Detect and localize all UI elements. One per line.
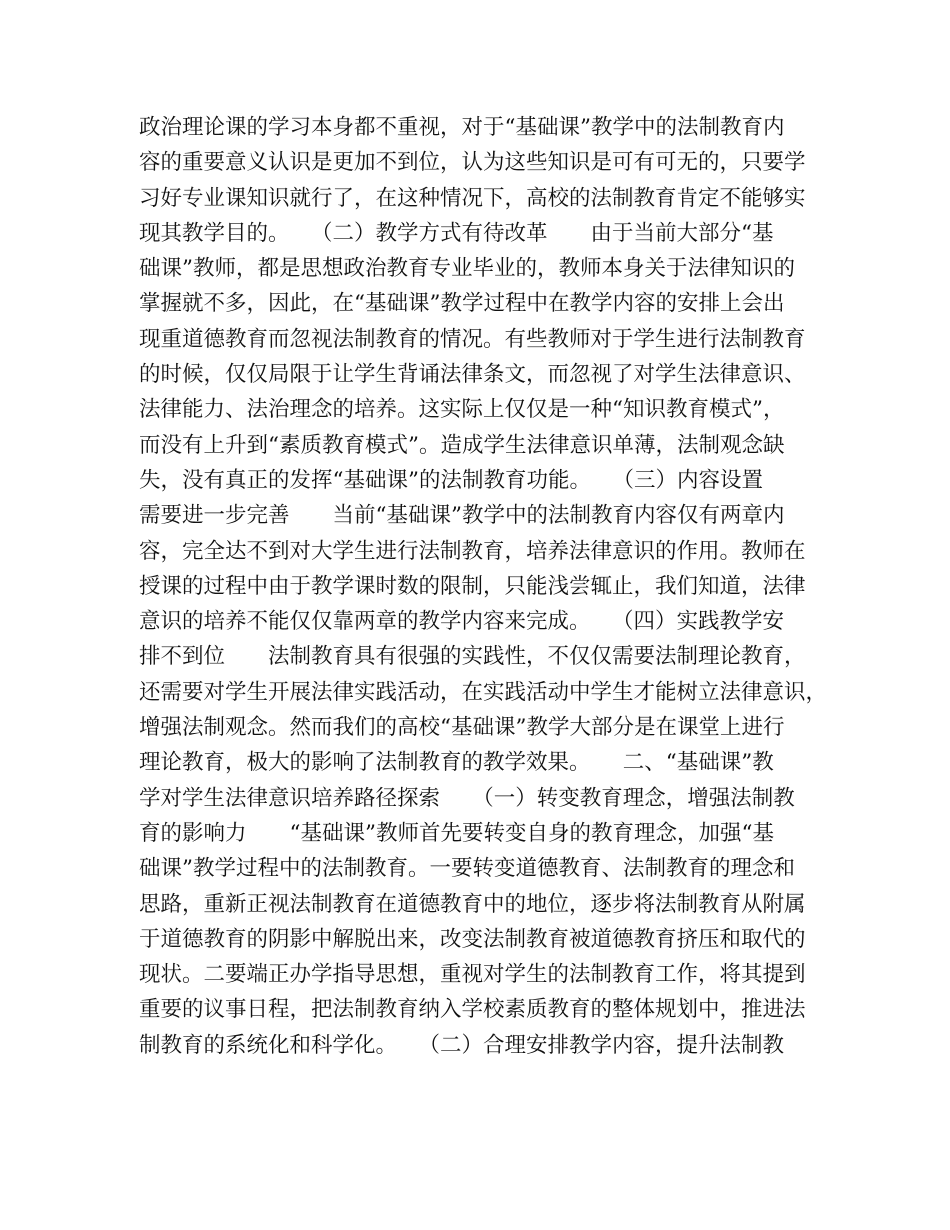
text-line: 现状。二要端正办学指导思想，重视对学生的法制教育工作，将其提到 bbox=[139, 962, 806, 988]
text-line: 容的重要意义认识是更加不到位，认为这些知识是可有可无的，只要学 bbox=[139, 150, 806, 176]
text-line: 习好专业课知识就行了，在这种情况下，高校的法制教育肯定不能够实 bbox=[139, 185, 806, 211]
text-line: 现其教学目的。 （二）教学方式有待改革 由于当前大部分“基 bbox=[139, 220, 774, 246]
text-line: 掌握就不多，因此，在“基础课”教学过程中在教学内容的安排上会出 bbox=[139, 291, 785, 317]
text-line: 法律能力、法治理念的培养。这实际上仅仅是一种“知识教育模式”， bbox=[139, 397, 785, 423]
text-line: 意识的培养不能仅仅靠两章的教学内容来完成。 （四）实践教学安 bbox=[139, 609, 785, 635]
text-line: 于道德教育的阴影中解脱出来，改变法制教育被道德教育挤压和取代的 bbox=[139, 926, 806, 952]
text-line: 础课”教师，都是思想政治教育专业毕业的，教师本身关于法律知识的 bbox=[139, 256, 795, 282]
text-line: 失，没有真正的发挥“基础课”的法制教育功能。 （三）内容设置 bbox=[139, 467, 763, 493]
text-line: 增强法制观念。然而我们的高校“基础课”教学大部分是在课堂上进行 bbox=[139, 715, 785, 741]
text-line: 授课的过程中由于教学课时数的限制，只能浅尝辄止，我们知道，法律 bbox=[139, 573, 806, 599]
text-line: 制教育的系统化和科学化。 （二）合理安排教学内容，提升法制教 bbox=[139, 1032, 785, 1058]
text-line: 础课”教学过程中的法制教育。一要转变道德教育、法制教育的理念和 bbox=[139, 856, 795, 882]
body-text bbox=[139, 110, 829, 1063]
text-line: 思路，重新正视法制教育在道德教育中的地位，逐步将法制教育从附属 bbox=[139, 891, 806, 917]
text-line: 重要的议事日程，把法制教育纳入学校素质教育的整体规划中，推进法 bbox=[139, 997, 806, 1023]
text-line: 而没有上升到“素质教育模式”。造成学生法律意识单薄，法制观念缺 bbox=[139, 432, 785, 458]
text-line: 排不到位 法制教育具有很强的实践性，不仅仅需要法制理论教育， bbox=[139, 644, 806, 670]
text-line: 需要进一步完善 当前“基础课”教学中的法制教育内容仅有两章内 bbox=[139, 503, 785, 529]
text-line: 还需要对学生开展法律实践活动，在实践活动中学生才能树立法律意识， bbox=[139, 679, 828, 705]
text-line: 的时候，仅仅局限于让学生背诵法律条文，而忽视了对学生法律意识、 bbox=[139, 362, 806, 388]
text-line: 现重道德教育而忽视法制教育的情况。有些教师对于学生进行法制教育 bbox=[139, 326, 806, 352]
text-line: 容，完全达不到对大学生进行法制教育，培养法律意识的作用。教师在 bbox=[139, 538, 806, 564]
text-line: 育的影响力 “基础课”教师首先要转变自身的教育理念，加强“基 bbox=[139, 820, 774, 846]
text-line: 学对学生法律意识培养路径探索 （一）转变教育理念，增强法制教 bbox=[139, 785, 795, 811]
text-line: 理论教育，极大的影响了法制教育的教学效果。 二、“基础课”教 bbox=[139, 750, 774, 776]
text-line: 政治理论课的学习本身都不重视，对于“基础课”教学中的法制教育内 bbox=[139, 115, 785, 140]
